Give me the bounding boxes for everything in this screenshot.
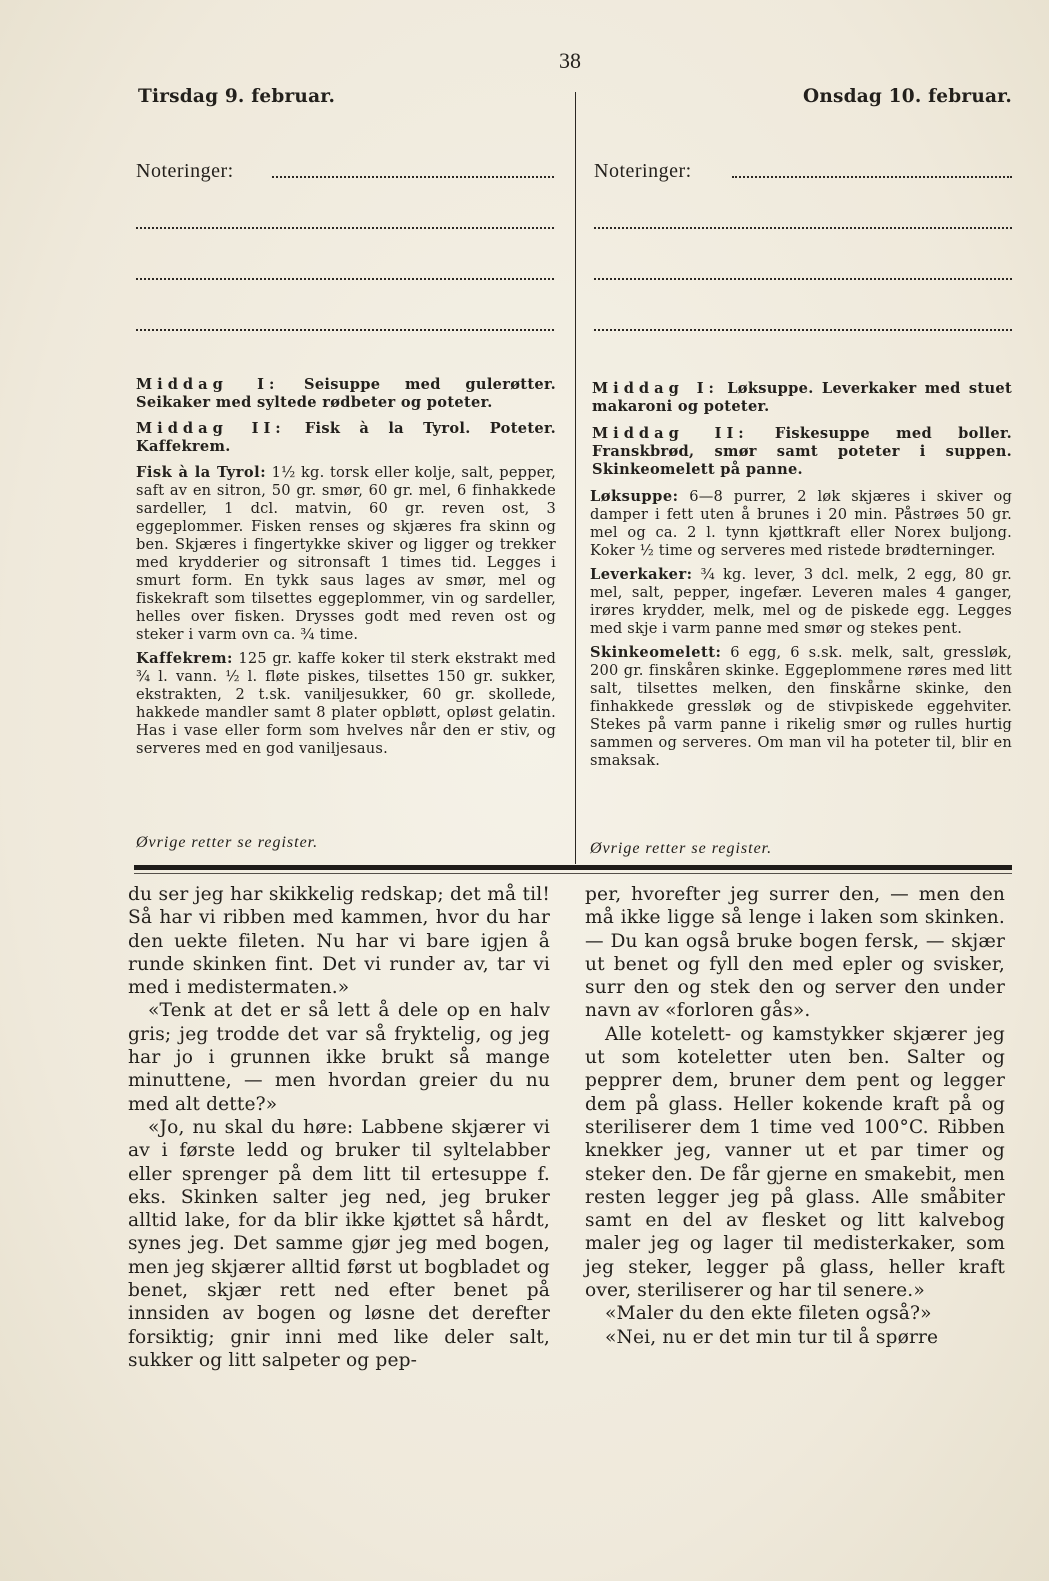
notes-line bbox=[594, 329, 1012, 331]
article-paragraph: du ser jeg har skikkelig redskap; det må til! Så har vi ribben med kammen, hvor du har den uekte fileten. Nu har vi bare igjen å runde skinken fint. Det vi runder av, tar vi med i medistermaten.» bbox=[128, 884, 550, 999]
menu-text: Løksuppe. Leverkaker med stuet makaroni og poteter. bbox=[592, 380, 1012, 415]
recipe bbox=[136, 464, 556, 644]
recipe-name: Løksuppe: bbox=[590, 488, 679, 505]
footnote-left: Øvrige retter se register. bbox=[136, 834, 319, 851]
section-rule bbox=[134, 865, 1012, 870]
recipe-text: ¾ kg. lever, 3 dcl. melk, 2 egg, 80 gr. mel, salt, pepper, ingefær. Leveren males 4 ganger, irøres krydder, melk, mel og de piskede egg. Legges med skje i varm panne med smør og stekes pent. bbox=[590, 566, 1012, 637]
section-rule-thin bbox=[134, 873, 1012, 874]
menu-label: Middag II: bbox=[136, 420, 286, 437]
menu-text: Fiskesuppe med boller. Franskbrød, smør samt poteter i suppen. Skinkeomelett på panne. bbox=[592, 425, 1012, 478]
article-paragraph: «Maler du den ekte fileten også?» bbox=[605, 1303, 932, 1325]
notes-label-left: Noteringer: bbox=[136, 160, 234, 182]
recipe-text: 6 egg, 6 s.sk. melk, salt, gressløk, 200 gr. finskåren skinke. Eggeplommene røres med litt salt, tilsettes melken, den finskårne skinke, den finhakkede gressløk og de stivpiskede eggehviter. Stekes på varm panne i rikelig smør og rulles hurtig sammen og serveres. Om man vil ha poteter til, blir en smaksak. bbox=[590, 644, 1012, 769]
notes-line bbox=[732, 176, 1012, 178]
notes-line bbox=[594, 278, 1012, 280]
notes-line bbox=[136, 329, 554, 331]
day-heading-right: Onsdag 10. februar. bbox=[803, 86, 1013, 107]
menu-right-1 bbox=[592, 380, 1012, 416]
notes-line bbox=[594, 227, 1012, 229]
recipe-name: Kaffekrem: bbox=[136, 650, 233, 667]
recipe-name: Fisk à la Tyrol: bbox=[136, 464, 267, 481]
recipe bbox=[590, 644, 1012, 770]
recipes-right bbox=[590, 488, 1012, 776]
page-number: 38 bbox=[559, 48, 581, 73]
menu-label: Middag I: bbox=[136, 376, 280, 393]
recipe-text: 125 gr. kaffe koker til sterk ekstrakt med ¾ l. vann. ½ l. fløte piskes, tilsettes 150 gr. sukker, ekstrakten, 2 t.sk. vaniljesukker, 60 gr. skollede, hakkede mandler samt 8 plater opbløtt, opløst gelatin. Has i vase eller form som hvelves når den er stiv, og serveres med en god vaniljesaus. bbox=[136, 650, 556, 757]
menu-text: Fisk à la Tyrol. Poteter. Kaffekrem. bbox=[136, 420, 557, 455]
article-paragraph: Alle kotelett- og kamstykker skjærer jeg ut som koteletter uten ben. Salter og pepprer dem, bruner dem pent og legger dem på glass. Heller kokende kraft på og steriliserer dem 1 time ved 100°C. Ribben knekker jeg, vanner ut et par timer og steker den. De får gjerne en smakebit, men resten legger jeg på glass. Alle småbiter samt en del av flesket og litt kalvebog maler jeg og lager til medisterkaker, som jeg steker, legger på glass, heller kraft over, steriliserer og har til senere.» bbox=[585, 1023, 1005, 1302]
recipe-text: 1½ kg. torsk eller kolje, salt, pepper, saft av en sitron, 50 gr. smør, 60 gr. mel, 6 finhakkede sardeller, 1 dcl. matvin, 60 gr. reven ost, 3 eggeplommer. Fisken renses og skjæres fra skinn og ben. Skjæres i fingertykke skiver og ligger og trekker med krydderier og sitronsaft 1 times tid. Legges i smurt form. En tykk saus lages av smør, mel og fiskekraft som tilsettes eggeplommer, vin og sardeller, helles over fisken. Drysses godt med reven ost og steker i varm ovn ca. ¾ time. bbox=[136, 464, 556, 643]
article-paragraph: «Nei, nu er det min tur til å spørre bbox=[605, 1326, 939, 1348]
menu-label: Middag II: bbox=[592, 425, 749, 442]
notes-label-right: Noteringer: bbox=[594, 160, 692, 182]
recipes-left bbox=[136, 464, 556, 764]
article-paragraph: per, hvorefter jeg surrer den, — men den må ikke ligge så lenge i laken som skinken. — Du kan også bruke bogen fersk, — skjær ut benet og fyll den med epler og svisker, surr den og stek den og server den under navn av «forloren gås». bbox=[585, 884, 1005, 1022]
notes-line bbox=[272, 176, 554, 178]
recipe-name: Leverkaker: bbox=[590, 566, 693, 583]
menu-left-2 bbox=[136, 420, 556, 456]
article-column-right bbox=[585, 883, 1005, 1349]
menu-label: Middag I: bbox=[592, 380, 719, 397]
notes-line bbox=[136, 278, 554, 280]
menu-right-2 bbox=[592, 425, 1012, 479]
menu-left-1 bbox=[136, 376, 556, 412]
notes-line bbox=[136, 227, 554, 229]
column-divider bbox=[575, 92, 576, 864]
article-paragraph: «Jo, nu skal du høre: Labbene skjærer vi av i første ledd og bruker til syltelabber eller sprenger på dem litt til ertesuppe f. eks. Skinken salter jeg ned, jeg bruker alltid lake, for da blir ikke kjøttet så hårdt, synes jeg. Det samme gjør jeg med bogen, men jeg skjærer alltid først ut bogbladet og benet, skjær rett ned efter benet på innsiden av bogen og løsne det derefter forsiktig; gnir inni med like deler salt, sukker og litt salpeter og pep- bbox=[128, 1116, 550, 1371]
menu-text: Seisuppe med gulerøtter. Seikaker med syltede rødbeter og poteter. bbox=[136, 376, 556, 411]
recipe bbox=[136, 650, 556, 758]
article-column-left bbox=[128, 883, 550, 1372]
recipe-text: 6—8 purrer, 2 løk skjæres i skiver og damper i fett uten å brunes i 20 min. Påstrøes 50 gr. mel og ca. 2 l. tynn kjøttkraft eller Norex buljong. Koker ½ time og serveres med ristede brødterninger. bbox=[590, 488, 1012, 559]
footnote-right: Øvrige retter se register. bbox=[590, 840, 773, 857]
article-paragraph: «Tenk at det er så lett å dele op en halv gris; jeg trodde det var så fryktelig, og jeg har jo i grunnen ikke brukt så mange minuttene, — men hvordan greier du nu med alt dette?» bbox=[128, 1000, 550, 1115]
day-heading-left: Tirsdag 9. februar. bbox=[138, 86, 336, 107]
recipe-name: Skinkeomelett: bbox=[590, 644, 722, 661]
recipe bbox=[590, 488, 1012, 560]
recipe bbox=[590, 566, 1012, 638]
